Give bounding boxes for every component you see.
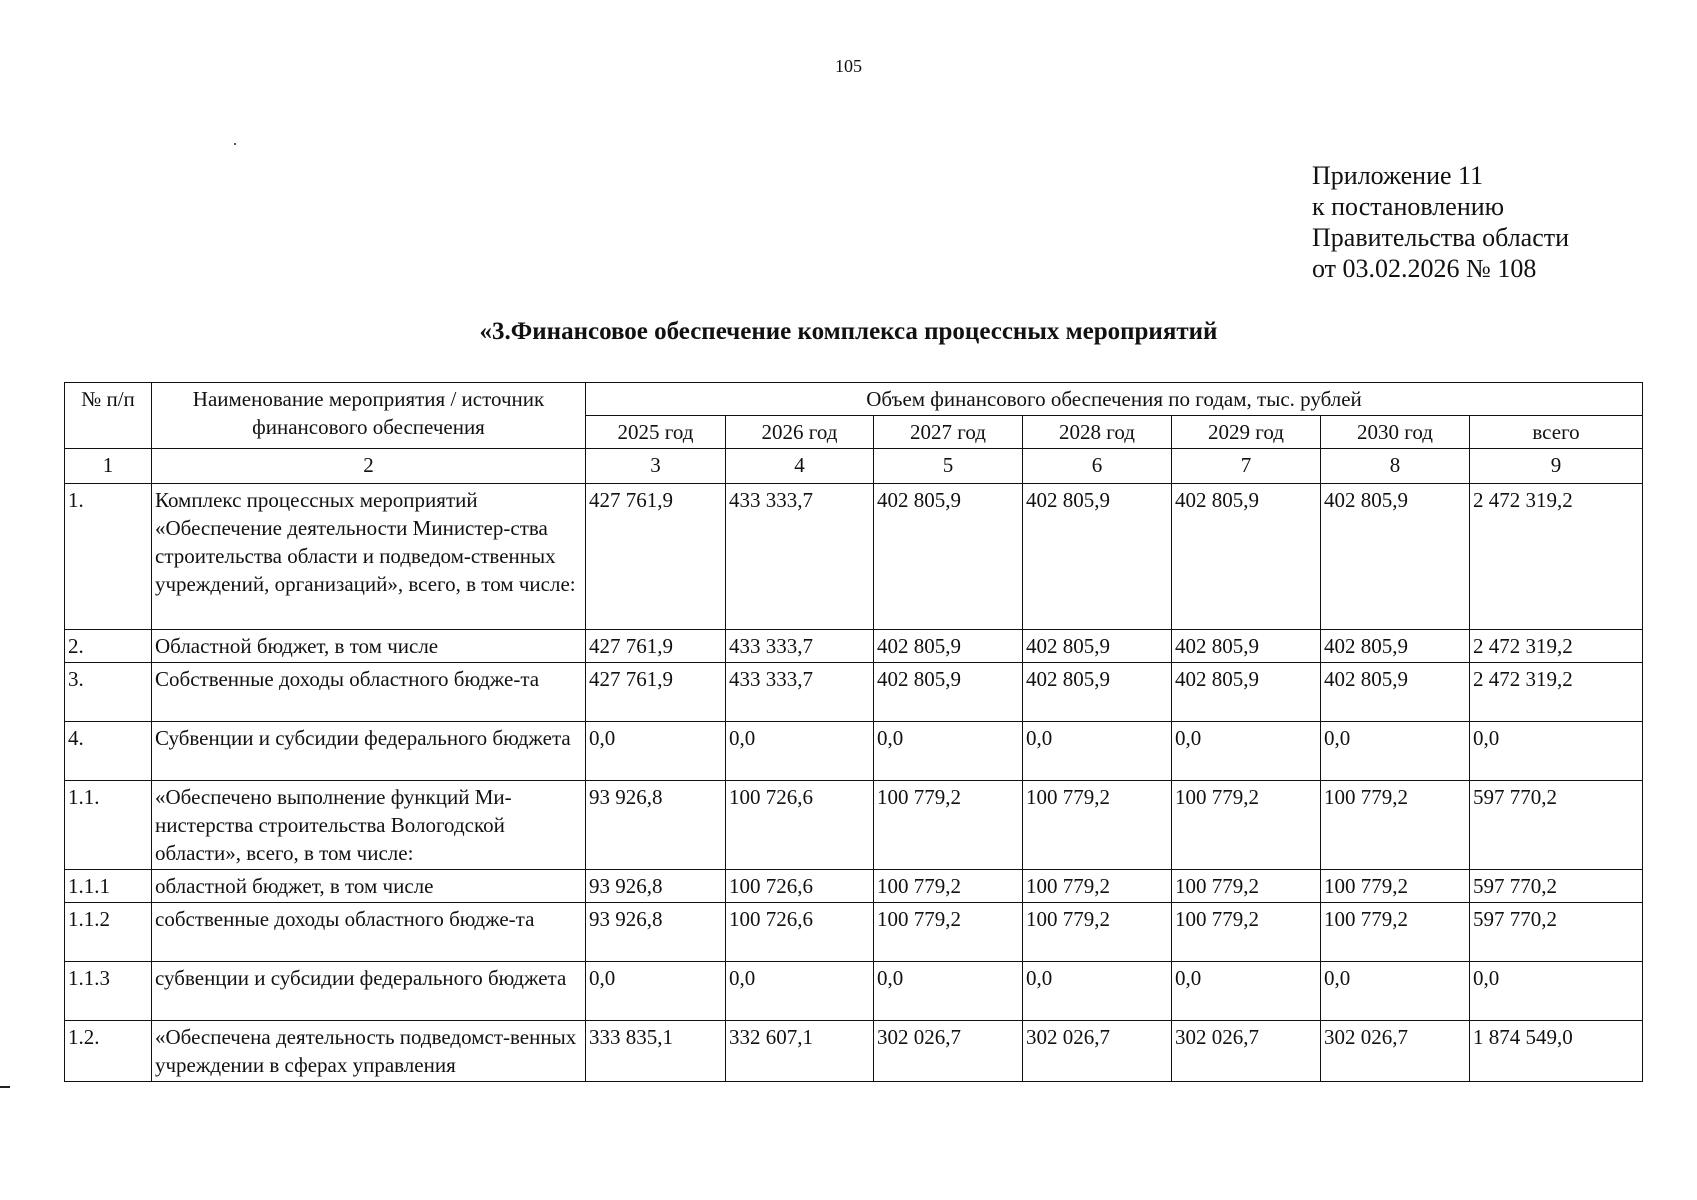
row-year-value: 93 926,8 — [586, 903, 726, 962]
scan-dot — [234, 143, 236, 145]
row-year-value: 0,0 — [586, 962, 726, 1021]
header-year: 2025 год — [586, 416, 726, 449]
row-name: Субвенции и субсидии федерального бюджета — [152, 722, 586, 781]
row-year-value: 0,0 — [586, 722, 726, 781]
appendix-line: Приложение 11 — [1312, 161, 1484, 190]
row-name: «Обеспечено выполнение функций Ми-нистерства строительства Вологодской области», всего, в том числе: — [152, 781, 586, 870]
column-number: 8 — [1321, 449, 1470, 484]
row-year-value: 427 761,9 — [586, 484, 726, 630]
row-year-value: 302 026,7 — [1321, 1021, 1470, 1082]
appendix-line: к постановлению — [1312, 192, 1505, 221]
table-row — [65, 781, 1643, 870]
header-year: 2029 год — [1172, 416, 1321, 449]
margin-mark — [0, 1086, 10, 1088]
row-year-value: 0,0 — [1321, 962, 1470, 1021]
page-number: 105 — [835, 56, 862, 76]
row-year-value: 402 805,9 — [1321, 630, 1470, 663]
table-row — [65, 663, 1643, 722]
row-name: «Обеспечена деятельность подведомст-венных учреждении в сферах управления — [152, 1021, 586, 1082]
row-year-value: 100 779,2 — [1321, 903, 1470, 962]
row-year-value: 427 761,9 — [586, 663, 726, 722]
row-year-value: 402 805,9 — [1172, 484, 1321, 630]
row-year-value: 402 805,9 — [1321, 663, 1470, 722]
financing-table — [64, 382, 1643, 1082]
row-year-value: 402 805,9 — [874, 630, 1023, 663]
table-row — [65, 962, 1643, 1021]
row-year-value: 0,0 — [726, 962, 874, 1021]
row-total-value: 1 874 549,0 — [1470, 1021, 1643, 1082]
column-number: 3 — [586, 449, 726, 484]
row-year-value: 93 926,8 — [586, 781, 726, 870]
row-year-value: 427 761,9 — [586, 630, 726, 663]
column-number: 1 — [65, 449, 152, 484]
row-year-value: 333 835,1 — [586, 1021, 726, 1082]
row-year-value: 433 333,7 — [726, 484, 874, 630]
row-year-value: 93 926,8 — [586, 870, 726, 903]
appendix-line: Правительства области — [1312, 223, 1570, 252]
table-row — [65, 1021, 1643, 1082]
row-number: 1.1. — [65, 781, 152, 870]
row-total-value: 597 770,2 — [1470, 903, 1643, 962]
column-number: 7 — [1172, 449, 1321, 484]
row-year-value: 0,0 — [1023, 722, 1172, 781]
row-total-value: 597 770,2 — [1470, 781, 1643, 870]
row-year-value: 100 779,2 — [874, 903, 1023, 962]
row-total-value: 0,0 — [1470, 722, 1643, 781]
row-year-value: 402 805,9 — [874, 663, 1023, 722]
row-total-value: 2 472 319,2 — [1470, 663, 1643, 722]
column-number-row — [65, 449, 1643, 484]
header-volume: Объем финансового обеспечения по годам, тыс. рублей — [586, 383, 1643, 416]
table-row — [65, 630, 1643, 663]
row-total-value: 597 770,2 — [1470, 870, 1643, 903]
header-num: № п/п — [65, 383, 152, 449]
row-year-value: 402 805,9 — [1172, 663, 1321, 722]
header-name: Наименование мероприятия / источник финансового обеспечения — [152, 383, 586, 449]
row-name: Собственные доходы областного бюдже-та — [152, 663, 586, 722]
row-year-value: 100 779,2 — [1321, 781, 1470, 870]
table-row — [65, 722, 1643, 781]
table-row — [65, 484, 1643, 630]
row-year-value: 332 607,1 — [726, 1021, 874, 1082]
header-year: 2028 год — [1023, 416, 1172, 449]
row-year-value: 433 333,7 — [726, 630, 874, 663]
row-number: 3. — [65, 663, 152, 722]
row-year-value: 0,0 — [726, 722, 874, 781]
row-number: 1.2. — [65, 1021, 152, 1082]
row-year-value: 402 805,9 — [1321, 484, 1470, 630]
table-row — [65, 870, 1643, 903]
header-total: всего — [1470, 416, 1643, 449]
row-number: 1.1.1 — [65, 870, 152, 903]
row-name: Комплекс процессных мероприятий «Обеспечение деятельности Министер-ства строительства области и подведом-ственных учреждений, организаций», всего, в том числе: — [152, 484, 586, 630]
row-year-value: 100 779,2 — [1172, 781, 1321, 870]
row-number: 1.1.3 — [65, 962, 152, 1021]
column-number: 4 — [726, 449, 874, 484]
row-year-value: 100 779,2 — [1172, 870, 1321, 903]
row-year-value: 302 026,7 — [1172, 1021, 1321, 1082]
row-year-value: 402 805,9 — [1023, 484, 1172, 630]
row-name: собственные доходы областного бюдже-та — [152, 903, 586, 962]
row-year-value: 0,0 — [1321, 722, 1470, 781]
appendix-line: от 03.02.2026 № 108 — [1312, 254, 1537, 283]
row-name: Областной бюджет, в том числе — [152, 630, 586, 663]
row-name: субвенции и субсидии федерального бюджета — [152, 962, 586, 1021]
header-year: 2027 год — [874, 416, 1023, 449]
row-total-value: 2 472 319,2 — [1470, 630, 1643, 663]
row-year-value: 100 726,6 — [726, 781, 874, 870]
row-year-value: 100 779,2 — [1023, 903, 1172, 962]
row-year-value: 100 726,6 — [726, 870, 874, 903]
row-year-value: 302 026,7 — [1023, 1021, 1172, 1082]
row-year-value: 100 779,2 — [874, 781, 1023, 870]
row-year-value: 0,0 — [874, 962, 1023, 1021]
row-name: областной бюджет, в том числе — [152, 870, 586, 903]
row-year-value: 100 779,2 — [874, 870, 1023, 903]
document-title: «3.Финансовое обеспечение комплекса процессных мероприятий — [479, 318, 1218, 345]
row-year-value: 0,0 — [874, 722, 1023, 781]
header-year: 2030 год — [1321, 416, 1470, 449]
row-year-value: 402 805,9 — [1172, 630, 1321, 663]
header-year: 2026 год — [726, 416, 874, 449]
column-number: 6 — [1023, 449, 1172, 484]
appendix-block — [1312, 160, 1569, 284]
row-year-value: 100 779,2 — [1321, 870, 1470, 903]
row-total-value: 2 472 319,2 — [1470, 484, 1643, 630]
row-year-value: 0,0 — [1172, 722, 1321, 781]
row-year-value: 100 779,2 — [1023, 870, 1172, 903]
table-row — [65, 903, 1643, 962]
row-number: 1.1.2 — [65, 903, 152, 962]
row-year-value: 402 805,9 — [1023, 663, 1172, 722]
row-number: 1. — [65, 484, 152, 630]
row-year-value: 402 805,9 — [1023, 630, 1172, 663]
row-number: 2. — [65, 630, 152, 663]
column-number: 9 — [1470, 449, 1643, 484]
row-year-value: 0,0 — [1172, 962, 1321, 1021]
row-year-value: 302 026,7 — [874, 1021, 1023, 1082]
row-number: 4. — [65, 722, 152, 781]
row-year-value: 100 726,6 — [726, 903, 874, 962]
row-total-value: 0,0 — [1470, 962, 1643, 1021]
column-number: 2 — [152, 449, 586, 484]
column-number: 5 — [874, 449, 1023, 484]
row-year-value: 433 333,7 — [726, 663, 874, 722]
row-year-value: 402 805,9 — [874, 484, 1023, 630]
row-year-value: 100 779,2 — [1023, 781, 1172, 870]
row-year-value: 100 779,2 — [1172, 903, 1321, 962]
row-year-value: 0,0 — [1023, 962, 1172, 1021]
